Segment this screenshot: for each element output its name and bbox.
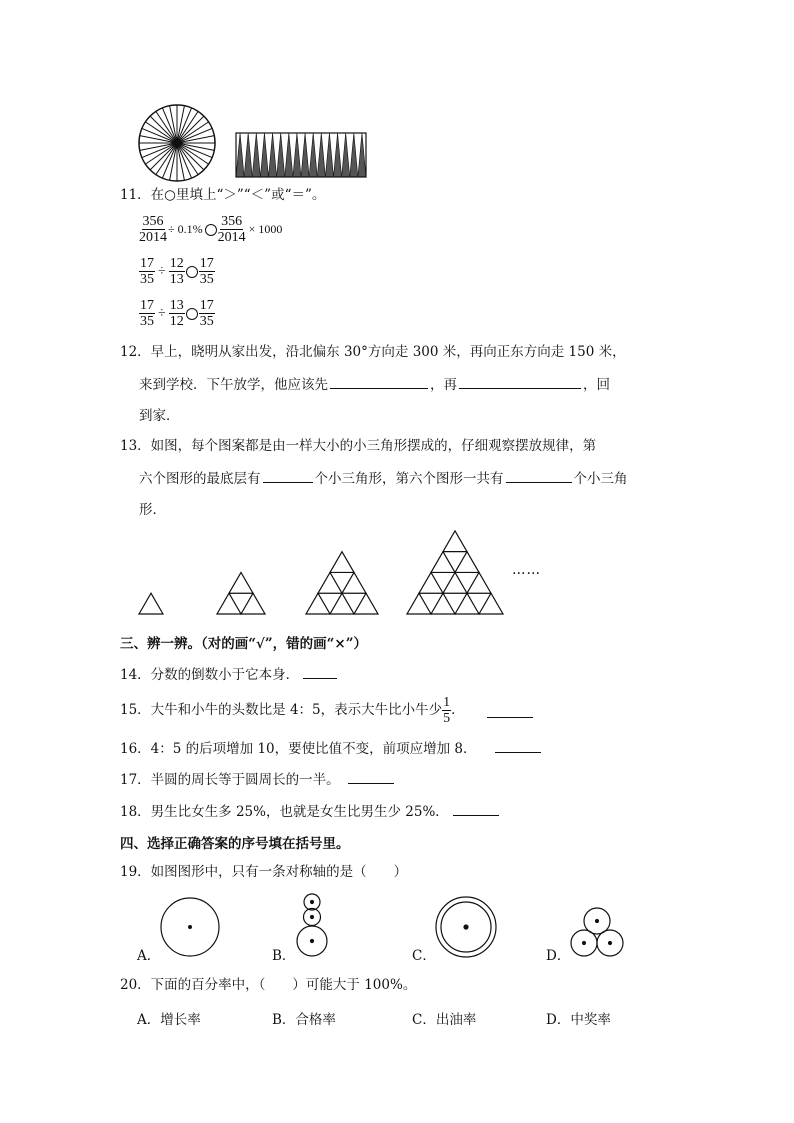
compare-circle-blank[interactable] (205, 224, 217, 236)
q13-ellipsis: …… (512, 562, 541, 578)
small-triangle (241, 593, 265, 614)
q19-label-d[interactable]: D． (546, 948, 571, 964)
frac-denominator: 35 (140, 314, 154, 329)
strip-triangle (244, 133, 252, 177)
frac-denominator: 5 (443, 710, 451, 726)
q12-blank-2[interactable] (459, 374, 581, 389)
q13-text-a: 六个图形的最底层有 (139, 471, 261, 487)
q11-row1-frac1 (139, 214, 167, 245)
q11-row2-op: ÷ (158, 263, 166, 279)
q14 (120, 664, 339, 685)
small-triangle (318, 572, 342, 593)
small-triangle (217, 593, 241, 614)
frac-denominator: 2014 (139, 230, 167, 245)
q13-line1: 13．如图，每个图案都是由一样大小的小三角形摆成的，仔细观察摆放规律，第 (120, 438, 597, 454)
q12-text-b: ，再 (430, 377, 457, 393)
strip-triangle (334, 133, 342, 177)
strip-triangle (309, 133, 317, 177)
small-triangle (419, 572, 443, 593)
q12-text-c: ，回 (583, 377, 610, 393)
q14-text: 14．分数的倒数小于它本身． (120, 667, 300, 683)
small-triangle (306, 593, 330, 614)
frac-numerator: 12 (169, 256, 184, 271)
frac-numerator: 13 (169, 298, 184, 313)
q11-row1-frac2 (218, 214, 246, 245)
q12-line1: 12．早上，晓明从家出发，沿北偏东 30°方向走 300 米，再向正东方向走 150 米， (120, 344, 626, 360)
compare-circle-blank[interactable] (186, 266, 198, 278)
q11-stem: 11．在○里填上“＞”“＜”或“＝”。 (120, 187, 326, 203)
q17-blank[interactable] (348, 769, 394, 784)
q12-line3: 到家． (139, 408, 180, 424)
triangle-strip-teeth (236, 133, 366, 177)
q15-blank[interactable] (487, 703, 533, 718)
compare-circle-blank[interactable] (186, 308, 198, 320)
frac-denominator: 13 (169, 272, 184, 287)
triangle-strip-figure (235, 132, 367, 178)
triangle-pattern-4 (407, 531, 503, 614)
frac-denominator: 2014 (217, 230, 246, 245)
section-3-heading: 三、辨一辨。（对的画“√”，错的画“×”） (120, 636, 367, 652)
q15-text: 15．大牛和小牛的头数比是 4：5，表示大牛比小牛少 (120, 702, 443, 718)
q17-text: 17．半圆的周长等于圆周长的一半。 (120, 772, 340, 788)
q16-text: 16．4：5 的后项增加 10，要使比值不变，前项应增加 8． (120, 741, 477, 757)
q17 (120, 769, 396, 790)
q18-blank[interactable] (453, 801, 499, 816)
q15-text-end: ． (451, 702, 465, 718)
q11-row3-frac1 (139, 298, 155, 329)
strip-triangle (269, 133, 277, 177)
frac-denominator: 35 (199, 272, 214, 287)
sector-line (150, 116, 177, 143)
q12-line2 (139, 373, 610, 393)
frac-denominator: 35 (199, 314, 214, 329)
strip-triangle (260, 133, 268, 177)
frac-denominator: 12 (169, 314, 184, 329)
frac-numerator: 17 (140, 298, 154, 313)
sector-line (177, 143, 204, 170)
q11-row3-frac2 (169, 298, 185, 329)
strip-triangle (325, 133, 333, 177)
sector-line (177, 116, 204, 143)
q16 (120, 738, 543, 759)
small-triangle (467, 572, 491, 593)
q20-option-d[interactable]: D．中奖率 (546, 1012, 611, 1028)
triangle-pattern-1 (139, 593, 163, 614)
q16-blank[interactable] (495, 738, 541, 753)
small-triangle (443, 572, 467, 593)
q15 (120, 692, 535, 728)
small-triangle (479, 593, 503, 614)
q11-row1-tail: × 1000 (248, 222, 283, 236)
q11-row2-frac2 (169, 256, 185, 287)
strip-triangle (285, 133, 293, 177)
triangle-pattern-figure (135, 530, 535, 620)
q19-figures (130, 888, 650, 964)
sector-line (150, 143, 177, 170)
triangle-pattern-3 (306, 552, 378, 614)
q19-label-b[interactable]: B． (272, 948, 296, 964)
triangle-patterns (139, 531, 503, 614)
strip-triangle (301, 133, 309, 177)
section-4-heading: 四、选择正确答案的序号填在括号里。 (120, 836, 350, 852)
q15-fraction (442, 695, 451, 726)
option-c-figure (436, 897, 496, 957)
q13-blank-1[interactable] (263, 468, 313, 483)
small-triangle (431, 552, 455, 573)
strip-triangle (342, 133, 350, 177)
q13-text-b: 个小三角形，第六个图形一共有 (314, 471, 504, 487)
option-b-figure (297, 894, 327, 956)
option-a-figure (161, 898, 219, 956)
small-triangle (455, 552, 479, 573)
q20-option-c[interactable]: C．出油率 (412, 1012, 477, 1028)
q11-row2-frac1 (139, 256, 155, 287)
q14-blank[interactable] (303, 664, 337, 679)
q13-blank-2[interactable] (506, 468, 572, 483)
small-triangle (330, 593, 354, 614)
q11-row2-frac3 (199, 256, 215, 287)
small-triangle (330, 552, 354, 573)
q20-option-b[interactable]: B．合格率 (272, 1012, 336, 1028)
q20-stem: 20．下面的百分率中，（ ）可能大于 100%。 (120, 977, 417, 993)
q18-text: 18．男生比女生多 25%，也就是女生比男生少 25%． (120, 804, 449, 820)
small-triangle (455, 593, 479, 614)
strip-triangle (350, 133, 358, 177)
frac-numerator: 17 (140, 256, 154, 271)
q13-line2 (139, 467, 628, 487)
strip-triangle (277, 133, 285, 177)
small-triangle (354, 593, 378, 614)
frac-numerator: 356 (142, 214, 164, 229)
q20-option-a[interactable]: A．增长率 (137, 1012, 201, 1028)
q19-label-a[interactable]: A． (137, 948, 161, 964)
strip-triangle (252, 133, 260, 177)
q11-row1 (139, 214, 282, 245)
frac-numerator: 17 (199, 298, 214, 313)
q11-row1-op: ÷ 0.1% (168, 222, 203, 236)
frac-numerator: 1 (443, 694, 451, 710)
option-d-figure (571, 908, 623, 956)
q11-row3 (139, 298, 215, 329)
frac-numerator: 17 (199, 256, 214, 271)
q11-row3-op: ÷ (158, 305, 166, 321)
small-triangle (342, 572, 366, 593)
small-triangle (407, 593, 431, 614)
small-triangle (139, 593, 163, 614)
q19-label-c[interactable]: C． (412, 948, 436, 964)
triangle-pattern-2 (217, 572, 265, 614)
q13-text-c: 个小三角 (573, 471, 628, 487)
small-triangle (443, 531, 467, 552)
small-triangle (229, 572, 253, 593)
frac-denominator: 35 (140, 272, 154, 287)
strip-triangle (293, 133, 301, 177)
q12-text-a: 来到学校．下午放学，他应该先 (139, 377, 328, 393)
small-triangle (431, 593, 455, 614)
q11-row3-frac3 (199, 298, 215, 329)
strip-triangle (236, 133, 244, 177)
frac-numerator: 356 (221, 214, 243, 229)
q19-stem: 19．如图图形中，只有一条对称轴的是（ ） (120, 864, 408, 880)
sector-circle-figure (137, 103, 217, 183)
strip-triangle (358, 133, 366, 177)
q18 (120, 801, 501, 822)
q12-blank-1[interactable] (330, 374, 428, 389)
q11-row2 (139, 256, 215, 287)
strip-triangle (317, 133, 325, 177)
q13-line3: 形． (139, 502, 166, 518)
